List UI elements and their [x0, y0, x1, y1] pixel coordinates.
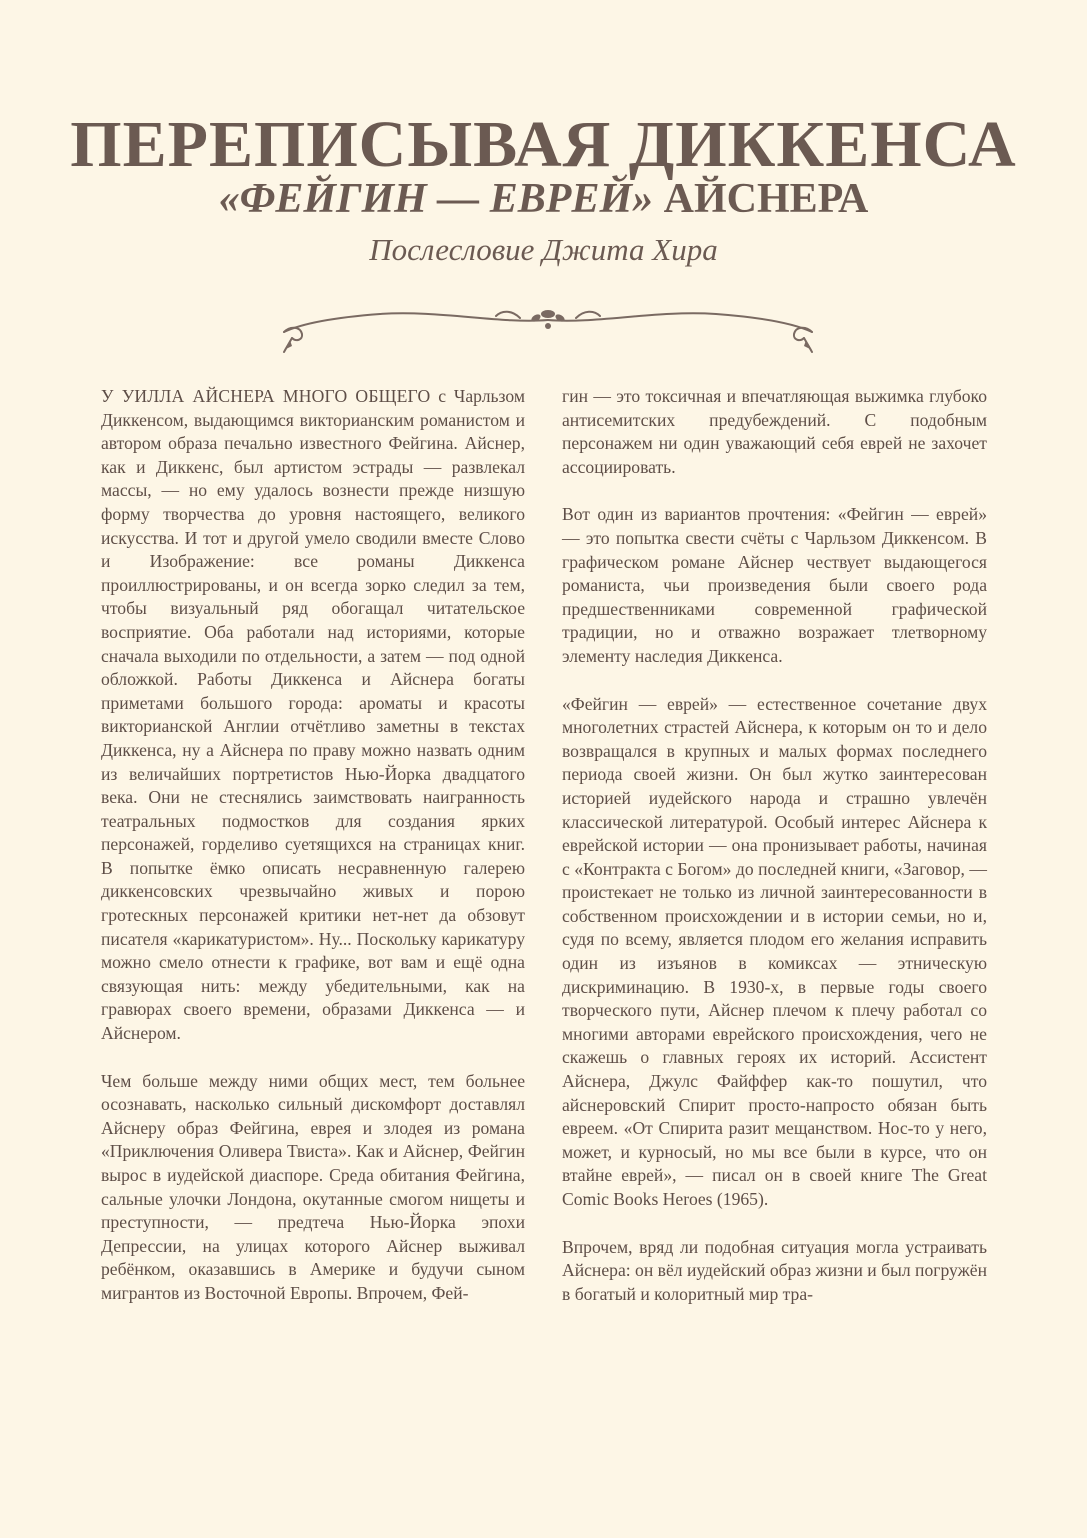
subtitle-rest: АЙСНЕРА — [653, 176, 869, 222]
paragraph-text: с Чарльзом Диккенсом, выдающимся викторианским романистом и автором образа печально известного Фейгина. Айснер, как и Диккенс, был артистом эстрады — развлекал массы, — но ему удалось вознести прежде низшую форму творчества до уровня настоящего, великого искусства. И тот и другой умело сводили вместе Слово и Изображение: все романы Диккенса проиллюстрированы, и он всегда зорко следил за тем, чтобы визуальный ряд обогащал читательское восприятие. Оба работали над историями, которые сначала выходили по отдельности, а затем — под одной обложкой. Работы Диккенса и Айснера богаты приметами большого города: ароматы и красоты викторианской Англии отчётливо заметны в текстах Диккенса, ну а Айснера по праву можно назвать одним из величайших портретистов Нью-Йорка двадцатого века. Они не стеснялись заимствовать наигранность театральных подмостков для создания ярких персонажей, горделиво суетящихся на страницах книг. В попытке ёмко описать несравненную галерею диккенсовских чрезвычайно живых и порою гротескных персонажей критики нет-нет да обзовут писателя «карикатуристом». Ну... Поскольку карикатуру можно смело отнести к графике, вот вам и ещё одна связующая нить: между убедительными, как на гравюрах своего времени, образами Диккенса — и Айснером. — [101, 386, 525, 1044]
paragraph — [101, 385, 525, 1046]
flourish-divider-icon — [270, 296, 826, 358]
text-column-left — [101, 385, 525, 1330]
paragraph: Впрочем, вряд ли подобная ситуация могла устраивать Айснера: он вёл иудейский образ жизни и был погружён в богатый и колоритный мир тра- — [562, 1236, 987, 1304]
text-column-right — [562, 385, 987, 1330]
byline: Послесловие Джита Хира — [369, 232, 718, 267]
paragraph: Чем больше между ними общих мест, тем больнее осознавать, насколько сильный дискомфорт доставлял Айснеру образ Фейгина, еврея и злодея из романа «Приключения Оливера Твиста». Как и Айснер, Фейгин вырос в иудейской диаспоре. Среда обитания Фейгина, сальные улочки Лондона, окутанные смогом нищеты и преступности, — предтеча Нью-Йорка эпохи Депрессии, на улицах которого Айснер выживал ребёнком, оказавшись в Америке и будучи сыном мигрантов из Восточной Европы. Впрочем, Фей- — [101, 1070, 525, 1303]
page-subtitle — [0, 174, 1087, 224]
lead-in-caps: У УИЛЛА АЙСНЕРА МНОГО ОБЩЕГО — [101, 386, 431, 406]
page-title: ПЕРЕПИСЫВАЯ ДИККЕНСА — [70, 108, 1017, 181]
paragraph: «Фейгин — еврей» — естественное сочетание двух многолетних страстей Айснера, к которым он то и дело возвращался в крупных и малых формах последнего периода своей жизни. Он был жутко заинтересован историей иудейского народа и страшно увлечён классической литературой. Особый интерес Айснера к еврейской истории — она пронизывает работы, начиная с «Контракта с Богом» до последней книги, «Заговор, — проистекает не только из личной заинтересованности в собственном происхождении и в истории семьи, но и, судя по всему, является плодом его желания исправить один из изъянов в комиксах — этническую дискриминацию. В 1930-х, в первые годы своего творческого пути, Айснер плечом к плечу работал со многими авторами еврейского происхождения, чего не скажешь о главных героях их историй. Ассистент Айснера, Джулс Файффер как-то пошутил, что айснеровский Спирит просто-напросто обязан быть евреем. «От Спирита разит мещанством. Нос-то у него, может, и курносый, но мы все были в курсе, что он втайне еврей», — писал он в своей книге The Great Comic Books Heroes (1965). — [562, 693, 987, 1209]
paragraph: гин — это токсичная и впечатляющая выжимка глубоко антисемитских предубеждений. С подобным персонажем ни один уважающий себя еврей не захочет ассоциировать. — [562, 386, 987, 477]
subtitle-quote: «ФЕЙГИН — ЕВРЕЙ» — [218, 176, 654, 222]
paragraph: Вот один из вариантов прочтения: «Фейгин — еврей» — это попытка свести счёты с Чарльзом Диккенсом. В графическом романе Айснер чествует выдающегося романиста, чьи произведения были своего рода предшественниками современной графической традиции, но и отважно возражает тлетворному элементу наследия Диккенса. — [562, 504, 987, 666]
